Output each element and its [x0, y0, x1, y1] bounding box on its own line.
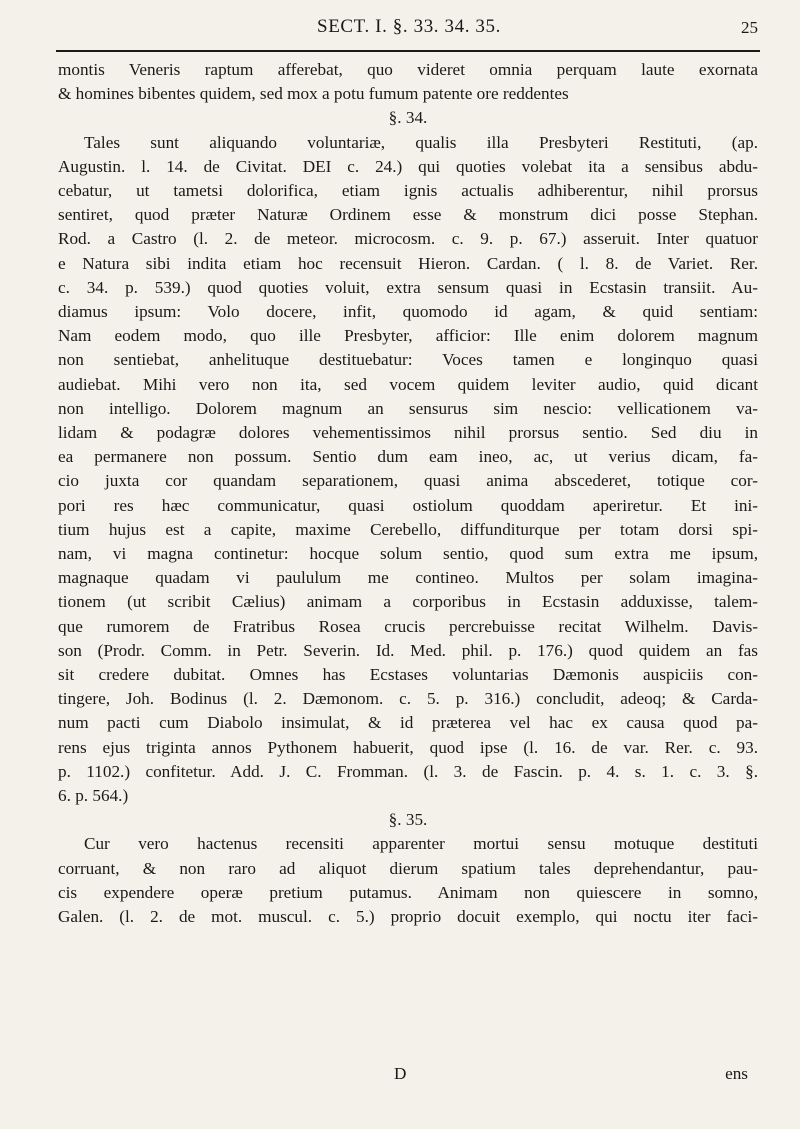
- text-line: Nam eodem modo, quo ille Presbyter, afficior: Ille enim dolorem magnum: [58, 326, 758, 346]
- text-line: nam, vi magna continetur: hocque solum sentio, quod sum extra me ipsum,: [58, 544, 758, 564]
- text-line: sentiret, quod præter Naturæ Ordinem esse & monstrum dici posse Stephan.: [58, 205, 758, 225]
- section-heading-35: §. 35.: [388, 810, 428, 830]
- text-line: non intelligo. Dolorem magnum an sensurus sim nescio: vellicationem va-: [58, 398, 758, 418]
- page-number: 25: [741, 18, 758, 37]
- running-head: SECT. I. §. 33. 34. 35.: [317, 16, 501, 37]
- text-line: p. 1102.) confitetur. Add. J. C. Fromman. (l. 3. de Fascin. p. 4. s. 1. c. 3. §.: [58, 761, 758, 781]
- text-line: Cur vero hactenus recensiti apparenter mortui sensu motuque destituti: [84, 834, 758, 854]
- text-line: e Natura sibi indita etiam hoc recensuit Hieron. Cardan. ( l. 8. de Variet. Rer.: [58, 253, 758, 273]
- text-line: audiebat. Mihi vero non ita, sed vocem quidem leviter audio, quid dicant: [58, 374, 758, 394]
- text-line: magnaque quadam vi paululum me contineo. Multos per solam imagina-: [58, 568, 758, 588]
- page-footer: [58, 1064, 758, 1088]
- text-line: num pacti cum Diabolo insimulat, & id præterea vel hac ex causa quod pa-: [58, 713, 758, 733]
- text-line: sit credere dubitat. Omnes has Ecstases voluntarias Dæmonis auspiciis con-: [58, 665, 758, 685]
- text-line: son (Prodr. Comm. in Petr. Severin. Id. Med. phil. p. 176.) quod quidem an fas: [58, 640, 758, 660]
- header-rule: [56, 50, 760, 52]
- text-line: tium hujus est a capite, maxime Cerebello, diffunditurque per totam dorsi spi-: [58, 519, 758, 539]
- text-line: rens ejus triginta annos Pythonem habuerit, quod ipse (l. 16. de var. Rer. c. 93.: [58, 737, 758, 757]
- text-line: 6. p. 564.): [58, 786, 129, 806]
- text-line: montis Veneris raptum afferebat, quo videret omnia perquam laute exornata: [58, 60, 758, 79]
- text-line: cio juxta cor quandam separationem, quasi anima abscederet, totique cor-: [58, 471, 758, 491]
- page-header: [58, 10, 760, 44]
- text-line: cebatur, ut tametsi dolorifica, etiam ignis actualis adhiberentur, nihil prorsus: [58, 181, 758, 200]
- text-line: Galen. (l. 2. de mot. muscul. c. 5.) proprio docuit exemplo, qui noctu iter faci-: [58, 907, 758, 927]
- section-heading-34: §. 34.: [388, 108, 428, 128]
- text-line: Tales sunt aliquando voluntariæ, qualis illa Presbyteri Restituti, (ap.: [84, 132, 758, 152]
- text-line: tionem (ut scribit Cælius) animam a corporibus in Ecstasin adduxisse, talem-: [58, 592, 758, 612]
- catchword: ens: [725, 1064, 748, 1083]
- text-line: corruant, & non raro ad aliquot dierum spatium tales deprehendantur, pau-: [58, 858, 758, 878]
- text-line: lidam & podagræ dolores vehementissimos nihil prorsus sentio. Sed diu in: [58, 423, 758, 443]
- text-line: tingere, Joh. Bodinus (l. 2. Dæmonom. c. 5. p. 316.) concludit, adeoq; & Carda-: [58, 689, 758, 709]
- text-line: non sentiebat, anhelituque destituebatur: Voces tamen e longinquo quasi: [58, 350, 758, 370]
- text-line: c. 34. p. 539.) quod quoties voluit, extra sensum quasi in Ecstasin transiit. Au-: [58, 277, 758, 297]
- text-line: diamus ipsum: Volo docere, infit, quomodo id agam, & quid sentiam:: [58, 302, 758, 322]
- text-line: & homines bibentes quidem, sed mox a potu fumum patente ore reddentes: [58, 84, 569, 104]
- text-line: que rumorem de Fratribus Rosea crucis percrebuisse recitat Wilhelm. Davis-: [58, 616, 758, 636]
- text-line: Rod. a Castro (l. 2. de meteor. microcosm. c. 9. p. 67.) asseruit. Inter quatuor: [58, 229, 758, 249]
- text-line: pori res hæc communicatur, quasi ostiolum quoddam aperiretur. Et ini-: [58, 495, 758, 515]
- body-text: [58, 58, 758, 929]
- text-line: Augustin. l. 14. de Civitat. DEI c. 24.) qui quoties volebat ita a sensibus abdu-: [58, 156, 758, 176]
- signature-mark: D: [394, 1064, 407, 1083]
- text-line: ea permanere non possum. Sentio dum eam ineo, ac, ut verius dicam, fa-: [58, 447, 758, 467]
- text-line: cis expendere operæ pretium putamus. Animam non quiescere in somno,: [58, 882, 758, 902]
